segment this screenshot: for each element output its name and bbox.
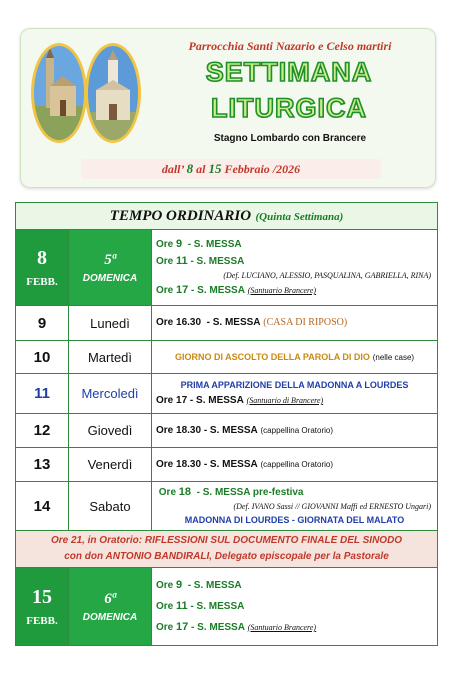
event-line: Ore 17 - S. MESSA (Santuario Brancere) — [156, 621, 317, 633]
event-headline: PRIMA APPARIZIONE DELLA MADONNA A LOURDES — [180, 380, 409, 390]
announcement-banner — [16, 531, 438, 568]
church-photo-right-icon — [85, 43, 141, 143]
event-note: (Def. LUCIANO, ALESSIO, PASQUALINA, GABRIELLA, RINA) — [223, 271, 432, 280]
day-name: Sabato — [69, 482, 152, 531]
banner-line-2: con don ANTONIO BANDIRALI, Delegato episcopale per la Pastorale — [64, 551, 389, 562]
day-number: 9 — [16, 306, 69, 341]
date-range — [81, 159, 381, 179]
events-cell — [152, 414, 438, 448]
event-line: Ore 11 - S. MESSA — [156, 255, 245, 267]
day-name: Venerdì — [69, 448, 152, 482]
event-line: Ore 9 - S. MESSA — [156, 579, 242, 591]
event-line: Ore 18 - S. MESSA pre-festiva — [158, 486, 304, 498]
event-line: Ore 17 - S. MESSA (Santuario Brancere) — [156, 284, 317, 296]
day-name: Mercoledì — [69, 374, 152, 414]
day-name: Martedì — [69, 341, 152, 374]
day-row-15 — [16, 568, 438, 646]
events-cell — [152, 482, 438, 531]
dates-prefix: dall’ — [161, 162, 184, 176]
sunday-ordinal: 5ª — [104, 251, 116, 268]
location: Stagno Lombardo con Brancere — [213, 133, 367, 144]
day-month: FEBB. — [26, 276, 58, 288]
day-number: 12 — [16, 414, 69, 448]
day-row-12 — [16, 414, 438, 448]
sunday-date-cell — [16, 568, 69, 646]
sunday-name-cell — [69, 568, 152, 646]
title-line-1: SETTIMANA — [205, 57, 373, 87]
sunday-name-cell — [69, 230, 152, 306]
event-note: (Def. IVANO Sassi // GIOVANNI Maffi ed ERNESTO Ungari) — [233, 502, 432, 511]
banner-row — [16, 531, 438, 568]
events-cell — [152, 374, 438, 414]
church-photos — [31, 43, 143, 145]
events-cell — [152, 568, 438, 646]
event-line: GIORNO DI ASCOLTO DELLA PAROLA DI DIO (nelle case) — [174, 351, 415, 362]
church-photo-left-icon — [31, 43, 87, 143]
events-cell — [152, 306, 438, 341]
day-month: FEBB. — [26, 615, 58, 627]
day-row-14 — [16, 482, 438, 531]
day-number: 13 — [16, 448, 69, 482]
day-row-9 — [16, 306, 438, 341]
day-row-11 — [16, 374, 438, 414]
event-line: Ore 11 - S. MESSA — [156, 600, 245, 612]
day-number: 10 — [16, 341, 69, 374]
day-row-8 — [16, 230, 438, 306]
tempo-label: TEMPO ORDINARIO — [109, 208, 252, 224]
tempo-row — [16, 203, 438, 230]
event-footer: MADONNA DI LOURDES - GIORNATA DEL MALATO — [184, 515, 405, 525]
day-number: 11 — [16, 374, 69, 414]
tempo-sub: (Quinta Settimana) — [255, 211, 344, 223]
sunday-date-cell — [16, 230, 69, 306]
parish-name: Parrocchia Santi Nazario e Celso martiri — [188, 39, 392, 53]
banner-line-1: Ore 21, in Oratorio: RIFLESSIONI SUL DOCUMENTO FINALE DEL SINODO — [50, 535, 403, 546]
date-start: 8 — [186, 161, 194, 176]
sunday-ordinal: 6ª — [104, 590, 116, 607]
title-line-2: LITURGICA — [211, 93, 367, 123]
day-name: Lunedì — [69, 306, 152, 341]
day-name: DOMENICA — [82, 611, 138, 623]
dates-al: al — [196, 162, 206, 176]
day-name: Giovedì — [69, 414, 152, 448]
events-cell — [152, 448, 438, 482]
event-line: Ore 17 - S. MESSA (Santuario di Brancere) — [156, 395, 324, 406]
day-row-13 — [16, 448, 438, 482]
event-line: Ore 9 - S. MESSA — [156, 238, 242, 250]
event-line: Ore 16.30 - S. MESSA (CASA DI RIPOSO) — [156, 317, 348, 328]
weekly-calendar — [15, 202, 438, 646]
events-cell — [152, 230, 438, 306]
event-line: Ore 18.30 - S. MESSA (cappellina Oratorio) — [156, 458, 333, 470]
day-row-10 — [16, 341, 438, 374]
date-end: 15 — [208, 161, 222, 176]
dates-month: Febbraio — [224, 162, 270, 176]
day-number: 15 — [32, 586, 52, 608]
bulletin-header — [20, 28, 436, 188]
day-number: 14 — [16, 482, 69, 531]
event-line: Ore 18.30 - S. MESSA (cappellina Oratorio) — [156, 424, 333, 436]
day-number: 8 — [37, 247, 47, 269]
day-name: DOMENICA — [82, 272, 138, 284]
events-cell — [152, 341, 438, 374]
tempo-cell — [16, 203, 438, 230]
dates-year: /2026 — [272, 162, 301, 176]
